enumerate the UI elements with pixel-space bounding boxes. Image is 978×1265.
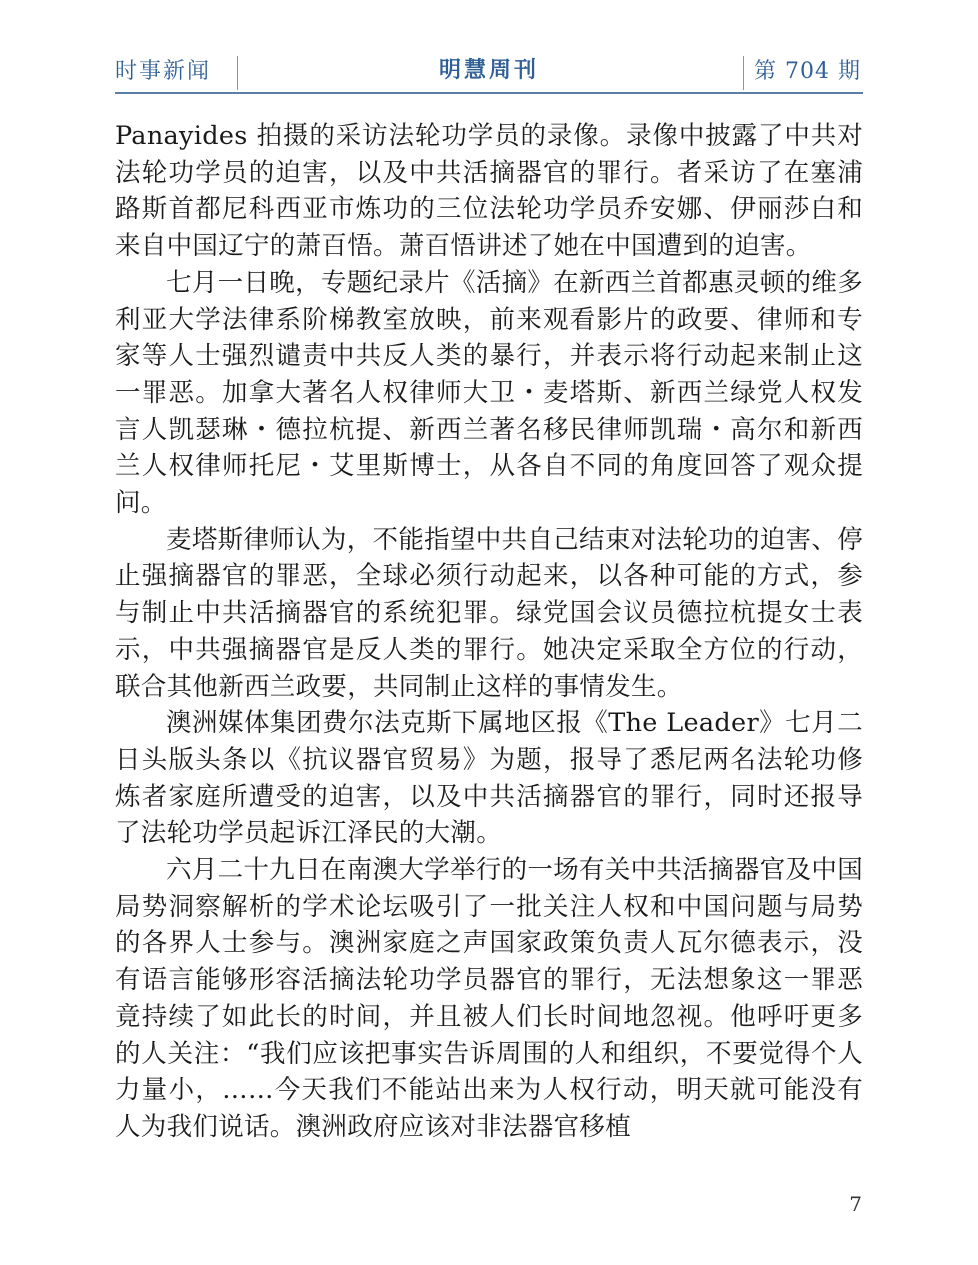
page-header <box>115 50 863 94</box>
paragraph: 麦塔斯律师认为，不能指望中共自己结束对法轮功的迫害、停止强摘器官的罪恶，全球必须行动起来，以各种可能的方式，参与制止中共活摘器官的系统犯罪。绿党国会议员德拉杭提女士表示，中共强摘器官是反人类的罪行。她决定采取全方位的行动，联合其他新西兰政要，共同制止这样的事情发生。 <box>115 524 863 702</box>
header-divider-right <box>743 56 744 90</box>
page-number: 7 <box>849 1192 862 1216</box>
paragraph: Panayides 拍摄的采访法轮功学员的录像。录像中披露了中共对法轮功学员的迫害，以及中共活摘器官的罪行。者采访了在塞浦路斯首都尼科西亚市炼功的三位法轮功学员乔安娜、伊丽莎白和来自中国辽宁的萧百悟。萧百悟讲述了她在中国遭到的迫害。 <box>115 121 863 262</box>
paragraph: 七月一日晚，专题纪录片《活摘》在新西兰首都惠灵顿的维多利亚大学法律系阶梯教室放映，前来观看影片的政要、律师和专家等人士强烈谴责中共反人类的暴行，并表示将行动起来制止这一罪恶。加拿大著名人权律师大卫・麦塔斯、新西兰绿党人权发言人凯瑟琳・德拉杭提、新西兰著名移民律师凯瑞・高尔和新西兰人权律师托尼・艾里斯博士，从各自不同的角度回答了观众提问。 <box>115 267 863 519</box>
paragraph: 六月二十九日在南澳大学举行的一场有关中共活摘器官及中国局势洞察解析的学术论坛吸引了一批关注人权和中国问题与局势的各界人士参与。澳洲家庭之声国家政策负责人瓦尔德表示，没有语言能够形容活摘法轮功学员器官的罪行，无法想象这一罪恶竟持续了如此长的时间，并且被人们长时间地忽视。他呼吁更多的人关注：“我们应该把事实告诉周围的人和组织，不要觉得个人力量小，……今天我们不能站出来为人权行动，明天就可能没有人为我们说话。澳洲政府应该对非法器官移植 <box>115 855 863 1142</box>
issue-number: 第 704 期 <box>754 59 861 84</box>
paragraph: 澳洲媒体集团费尔法克斯下属地区报《The Leader》七月二日头版头条以《抗议器官贸易》为题，报导了悉尼两名法轮功修炼者家庭所遭受的迫害，以及中共活摘器官的罪行，同时还报导了法轮功学员起诉江泽民的大潮。 <box>115 708 863 849</box>
section-label: 时事新闻 <box>115 59 212 84</box>
article-body <box>115 118 863 1146</box>
publication-title: 明慧周刊 <box>438 57 539 83</box>
